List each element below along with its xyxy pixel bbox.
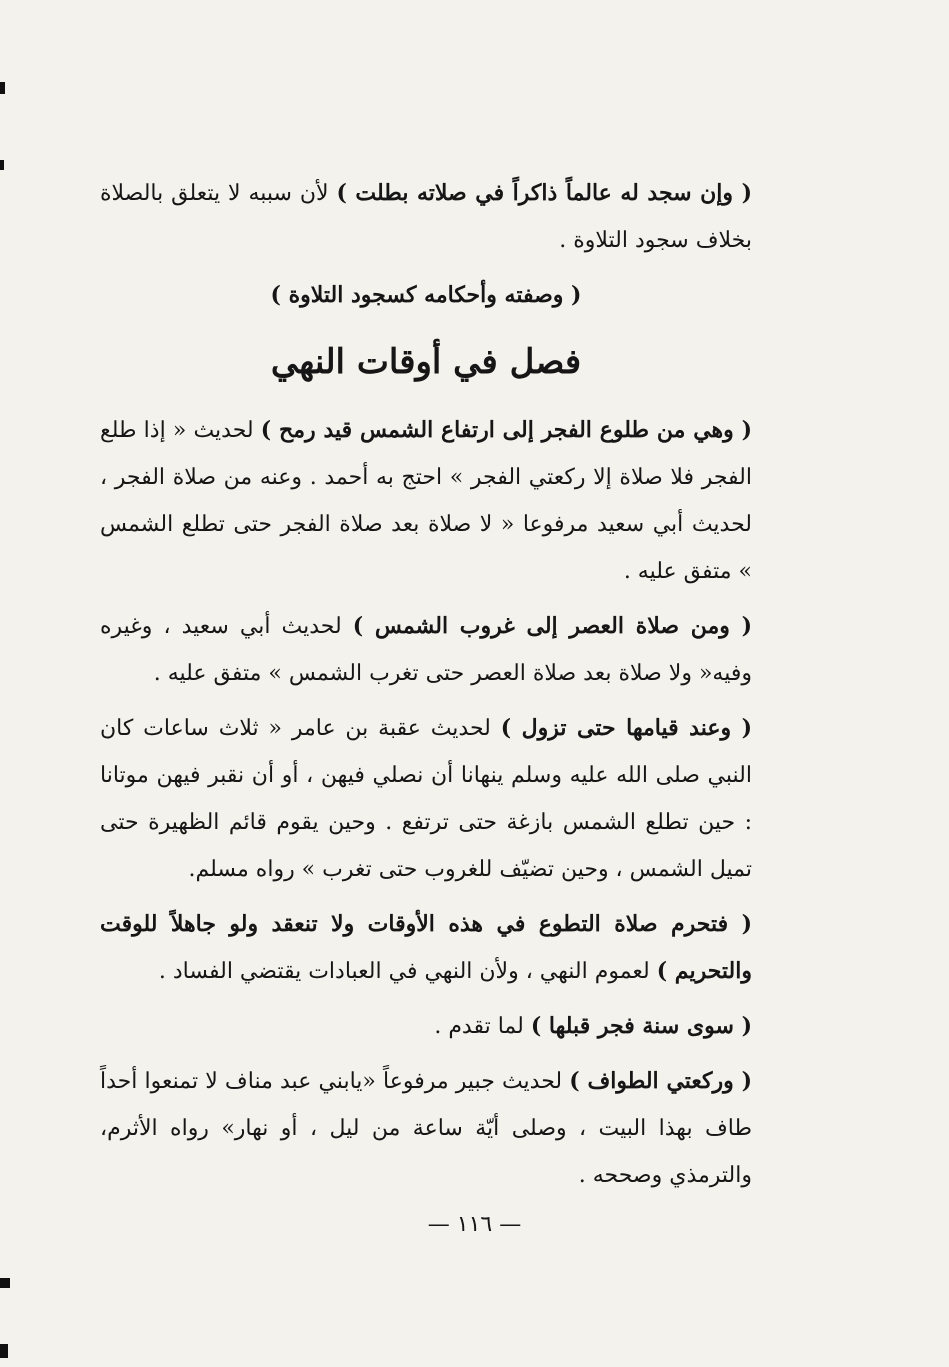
paragraph-sifatuh <box>100 272 752 319</box>
bold-text: ( وهي من طلوع الفجر إلى ارتفاع الشمس قيد رمح ) <box>260 417 752 443</box>
page-body <box>100 170 752 1207</box>
bold-text: ( وصفته وأحكامه كسجود التلاوة ) <box>270 282 582 308</box>
page-number: — ١١٦ — <box>427 1212 522 1237</box>
body-text: لحديث أبي سعيد ، وغيره وفيه« ولا صلاة بعد صلاة العصر حتى تغرب الشمس » متفق عليه . <box>100 614 752 686</box>
body-text: لحديث جبير مرفوعاً «يابني عبد مناف لا تمنعوا أحداً طاف بهذا البيت ، وصلى أيّة ساعة من ليل ، أو نهار» رواه الأثرم، والترمذي وصححه . <box>100 1069 752 1188</box>
scan-edge-mark-2 <box>0 160 4 170</box>
paragraph-sujud-sahw <box>100 170 752 264</box>
bold-text: ( وركعتي الطواف ) <box>569 1068 752 1094</box>
paragraph-tawaf <box>100 1058 752 1199</box>
bold-text: ( ومن صلاة العصر إلى غروب الشمس ) <box>352 613 753 639</box>
scan-edge-mark-3 <box>0 1278 10 1288</box>
scan-edge-mark-4 <box>0 1344 8 1358</box>
body-text: لأن سببه لا يتعلق بالصلاة بخلاف سجود التلاوة . <box>100 181 752 253</box>
body-text: لحديث عقبة بن عامر « ثلاث ساعات كان النبي صلى الله عليه وسلم ينهانا أن نصلي فيهن ، أو أن نقبر فيهن موتانا : حين تطلع الشمس بازغة حتى ترتفع . وحين يقوم قائم الظهيرة حتى تميل الشمس ، وحين تضيّف للغروب حتى تغرب » رواه مسلم. <box>100 716 752 882</box>
paragraph-tahrim <box>100 901 752 995</box>
bold-text: ( فتحرم صلاة التطوع في هذه الأوقات ولا تنعقد ولو جاهلاً للوقت والتحريم ) <box>100 911 752 984</box>
paragraph-asr <box>100 603 752 697</box>
body-text: لحديث « إذا طلع الفجر فلا صلاة إلا ركعتي الفجر » احتج به أحمد . وعنه من صلاة الفجر ، لحديث أبي سعيد مرفوعا « لا صلاة بعد صلاة الفجر حتى تطلع الشمس » متفق عليه . <box>100 418 752 584</box>
body-text: لعموم النهي ، ولأن النهي في العبادات يقتضي الفساد . <box>158 959 657 984</box>
chapter-heading: فصل في أوقات النهي <box>270 342 582 382</box>
bold-text: ( وعند قيامها حتى تزول ) <box>500 715 753 741</box>
bold-text: ( سوى سنة فجر قبلها ) <box>530 1013 752 1039</box>
scan-edge-mark-1 <box>0 82 5 94</box>
paragraph-fajr <box>100 407 752 595</box>
paragraph-sunnat-fajr <box>100 1003 752 1050</box>
body-text: لما تقدم . <box>434 1014 531 1039</box>
paragraph-zawal <box>100 705 752 893</box>
bold-text: ( وإن سجد له عالماً ذاكراً في صلاته بطلت ) <box>336 180 752 206</box>
